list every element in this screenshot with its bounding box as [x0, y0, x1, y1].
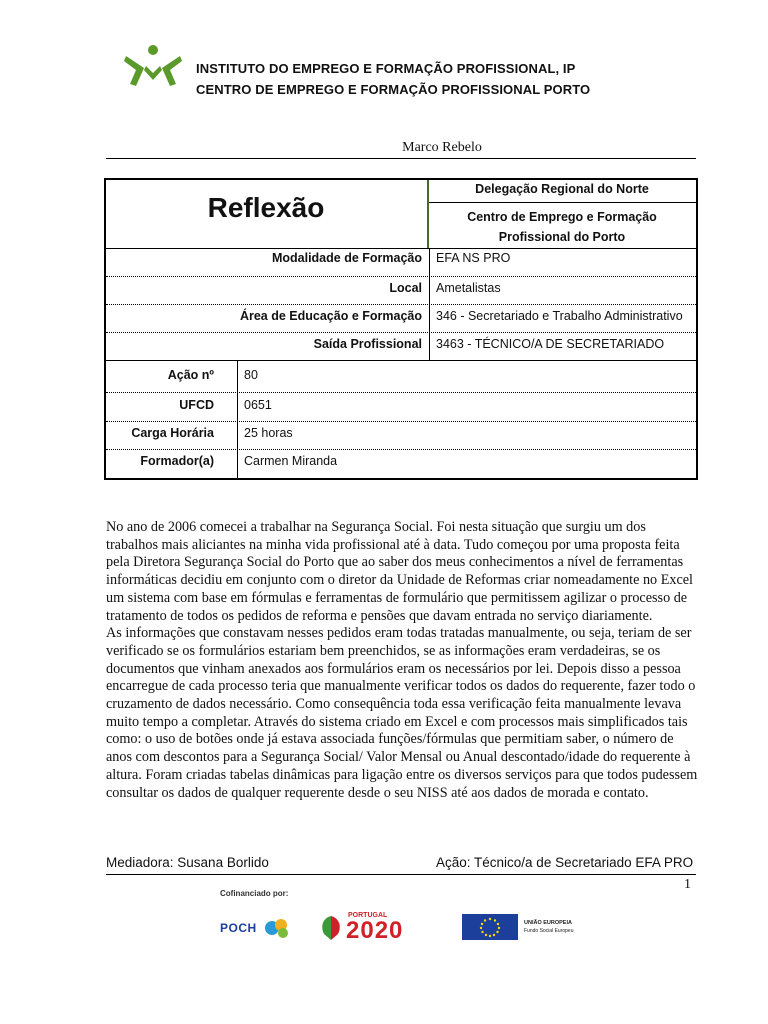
eu-logo: [462, 914, 588, 940]
row-label-location: Local: [389, 281, 422, 295]
document-title: Reflexão: [207, 192, 325, 223]
paragraph-2: As informações que constavam nesses pedidos eram todas tratadas manualmente, ou seja, teriam de ser verificado se os formulários estariam bem preenchidos, se as informações eram verdadeiras, se os documentos que vinham anexados aos formulários eram os necessários por lei. Depois disso a pessoa encarregue de cada processo teria que manualmente verificar todos os dados do requerente, fazer todo o cruzamento de dados necessário. Como consequência toda essa verificação feita manualmente levava muito tempo a completar. Através do sistema criado em Excel e com processos mais simplificados tais como: o uso de botões onde já estava associada funções/fórmulas que permitiam saber, o número de anos com descontos para a Segurança Social/ Valor Mensal ou Anual descontado/idade do requerente à altura. Foram criadas tabelas dinâmicas para ligação entre os diversos serviços para que todos pudessem consultar os dados de qualquer requerente desde o seu NISS até aos dados de morada e contato.: [106, 625, 698, 801]
row-label-modality: Modalidade de Formação: [271, 251, 422, 265]
cofinanced-label: Cofinanciado por:: [220, 889, 289, 898]
poch-text: POCH: [220, 921, 257, 935]
poch-mark-icon: [262, 916, 292, 940]
detail-label-trainer: Formador(a): [140, 454, 214, 468]
detail-value-action: 80: [244, 368, 258, 382]
page-number: 1: [684, 877, 691, 892]
detail-label-hours: Carga Horária: [131, 426, 214, 440]
eu-flag-icon: [462, 914, 518, 940]
delegation-label: Delegação Regional do Norte: [475, 182, 649, 196]
detail-value-ufcd: 0651: [244, 398, 272, 412]
reflection-text: [106, 519, 698, 802]
paragraph-1: No ano de 2006 comecei a trabalhar na Segurança Social. Foi nesta situação que surgiu um dos trabalhos mais aliciantes na minha vida profissional até à data. Tudo começou por uma proposta feita pela Diretora Segurança Social do Porto que ao saber dos meus conhecimentos a nível de ferramentas informáticas decidiu em conjunto com o diretor da Unidade de Reformas criar nomeadamente no Excel um sistema com base em fórmulas e ferramentas de formulário que permitissem agilizar o processo de tratamento de todos os pedidos de reforma e pensões que davam entrada no serviço diariamente.: [106, 519, 693, 624]
portugal-year: 2020: [346, 917, 404, 944]
center-label-line2: Profissional do Porto: [498, 230, 626, 244]
row-label-exit: Saída Profissional: [313, 337, 422, 351]
poch-logo: [218, 914, 294, 942]
eu-line2: Fundo Social Europeu: [524, 928, 574, 934]
mediator-label: Mediadora: Susana Borlido: [106, 855, 269, 870]
row-label-area: Área de Educação e Formação: [239, 309, 422, 323]
row-value-location: Ametalistas: [436, 281, 501, 295]
row-value-exit: 3463 - TÉCNICO/A DE SECRETARIADO: [436, 337, 665, 351]
portugal-flag-icon: [318, 914, 344, 942]
author-name: Marco Rebelo: [402, 140, 482, 155]
detail-label-ufcd: UFCD: [179, 398, 214, 412]
detail-value-trainer: Carmen Miranda: [244, 454, 338, 468]
center-label-line1: Centro de Emprego e Formação: [467, 210, 657, 224]
iefp-logo: [122, 44, 184, 92]
portugal-label: PORTUGAL: [348, 912, 388, 919]
center-name: CENTRO DE EMPREGO E FORMAÇÃO PROFISSIONAL PORTO: [196, 82, 591, 97]
author-divider: [106, 158, 696, 159]
footer-divider: [106, 874, 696, 875]
institute-name: INSTITUTO DO EMPREGO E FORMAÇÃO PROFISSIONAL, IP: [196, 61, 576, 76]
row-value-modality: EFA NS PRO: [436, 251, 511, 265]
detail-label-action: Ação nº: [167, 368, 214, 382]
row-value-area: 346 - Secretariado e Trabalho Administrativo: [436, 309, 683, 323]
eu-line1: UNIÃO EUROPEIA: [524, 920, 572, 926]
portugal-2020-logo: [318, 912, 442, 944]
action-label: Ação: Técnico/a de Secretariado EFA PRO: [436, 855, 694, 870]
detail-value-hours: 25 horas: [244, 426, 293, 440]
